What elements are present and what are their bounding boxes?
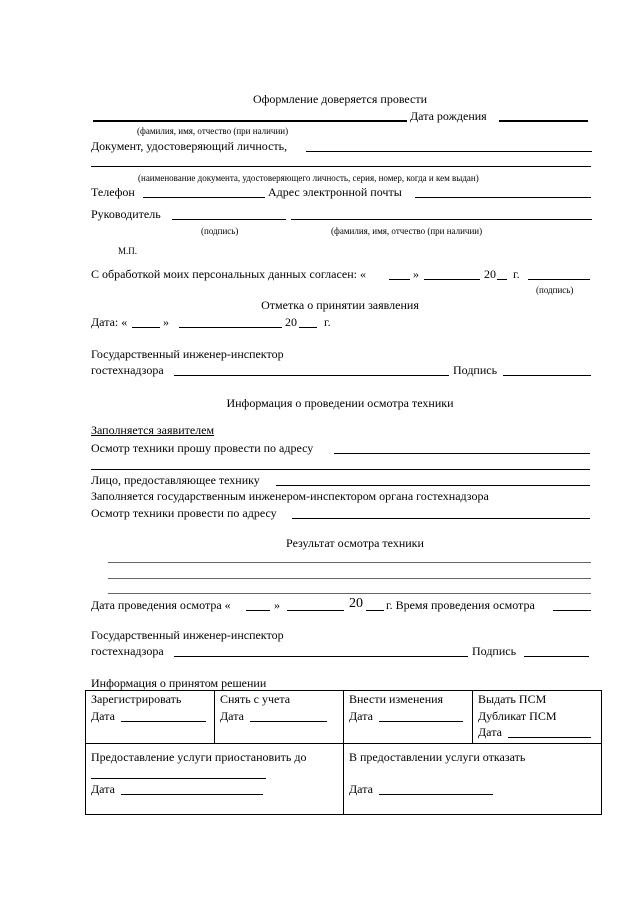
decision-suspend-date-label: Дата	[91, 782, 115, 796]
decision-deregister-date-line[interactable]	[250, 721, 327, 722]
identity-doc-hint: (наименование документа, удостоверяющего личность, серия, номер, когда и кем выдан)	[138, 173, 479, 183]
acceptance-day-line[interactable]	[132, 327, 160, 328]
stamp-mark: М.П.	[118, 246, 138, 256]
decision-amend-label: Внести изменения	[349, 692, 444, 706]
acceptance-title: Отметка о принятии заявления	[261, 298, 419, 312]
birth-date-line[interactable]	[499, 120, 588, 122]
acceptance-month-line[interactable]	[179, 327, 282, 328]
decision-issue-psm-label: Выдать ПСМ	[478, 692, 547, 706]
filled-by-applicant: Заполняется заявителем	[91, 423, 215, 437]
inspector-title-2: Государственный инженер-инспектор	[91, 628, 284, 642]
consent-signature-hint: (подпись)	[536, 285, 574, 295]
acceptance-year-line[interactable]	[299, 327, 317, 328]
head-signature-line[interactable]	[172, 219, 286, 220]
decision-register-date-line[interactable]	[121, 721, 206, 722]
consent-quote-close: »	[413, 267, 419, 281]
result-line-1[interactable]	[108, 562, 591, 563]
fio-line[interactable]	[93, 120, 407, 122]
identity-doc-line-1[interactable]	[306, 151, 592, 152]
decision-title: Информация о принятом решении	[91, 676, 267, 690]
inspector-signature-label-1: Подпись	[453, 363, 498, 377]
decision-col-divider-3	[472, 690, 473, 743]
decision-register-label: Зарегистрировать	[91, 692, 182, 706]
inspector-body-1: гостехнадзора	[91, 363, 164, 377]
inspector-title-1: Государственный инженер-инспектор	[91, 347, 284, 361]
provider-line[interactable]	[276, 485, 590, 486]
acceptance-quote-close: »	[163, 315, 169, 329]
inspection-conduct-line[interactable]	[292, 518, 590, 519]
phone-label: Телефон	[91, 185, 135, 199]
inspection-month-line[interactable]	[287, 610, 344, 611]
decision-duplicate-psm-label: Дубликат ПСМ	[478, 709, 557, 723]
decision-refuse-label: В предоставлении услуги отказать	[349, 750, 526, 764]
decision-suspend-line[interactable]	[91, 778, 266, 779]
inspector-name-line-2[interactable]	[174, 656, 468, 657]
consent-year-suffix: г.	[513, 267, 520, 281]
consent-month-line[interactable]	[424, 279, 480, 280]
inspection-info-title: Информация о проведении осмотра техники	[226, 396, 454, 410]
decision-col-divider-2	[343, 690, 344, 814]
result-title: Результат осмотра техники	[286, 536, 424, 550]
fio-hint: (фамилия, имя, отчество (при наличии)	[137, 126, 289, 136]
inspection-date-label: Дата проведения осмотра «	[91, 598, 231, 612]
decision-refuse-date-line[interactable]	[379, 794, 493, 795]
inspection-quote-close: »	[274, 598, 280, 612]
inspection-day-line[interactable]	[246, 610, 270, 611]
consent-signature-line[interactable]	[528, 279, 590, 280]
head-fio-line[interactable]	[291, 219, 592, 220]
inspector-signature-line-1[interactable]	[503, 375, 591, 376]
acceptance-date-label: Дата: «	[91, 315, 128, 329]
consent-text: С обработкой моих персональных данных согласен: «	[91, 267, 367, 281]
decision-suspend-label: Предоставление услуги приостановить до	[91, 750, 307, 764]
birth-date-label: Дата рождения	[410, 109, 487, 123]
inspector-signature-label-2: Подпись	[472, 644, 517, 658]
consent-day-line[interactable]	[389, 279, 410, 280]
inspection-year-prefix: 20	[349, 596, 363, 611]
inspector-signature-line-2[interactable]	[524, 656, 589, 657]
head-label: Руководитель	[91, 207, 161, 221]
phone-line[interactable]	[143, 197, 265, 198]
result-line-3[interactable]	[108, 593, 591, 594]
inspection-time-label: г. Время проведения осмотра	[386, 598, 535, 612]
result-line-2[interactable]	[108, 578, 591, 579]
consent-year-prefix: 20	[484, 267, 496, 281]
decision-deregister-date-label: Дата	[220, 709, 244, 723]
decision-amend-date-label: Дата	[349, 709, 373, 723]
identity-doc-label: Документ, удостоверяющий личность,	[91, 139, 288, 153]
decision-refuse-date-label: Дата	[349, 782, 373, 796]
inspection-year-line[interactable]	[366, 610, 384, 611]
inspection-request-label: Осмотр техники прошу провести по адресу	[91, 441, 314, 455]
inspection-address-line-2[interactable]	[91, 469, 590, 470]
acceptance-year-suffix: г.	[324, 315, 331, 329]
inspector-name-line-1[interactable]	[174, 375, 449, 376]
decision-psm-date-label: Дата	[478, 725, 502, 739]
head-signature-hint: (подпись)	[201, 226, 239, 236]
inspector-body-2: гостехнадзора	[91, 644, 164, 658]
consent-year-line[interactable]	[497, 279, 507, 280]
identity-doc-line-2[interactable]	[91, 166, 591, 167]
head-fio-hint: (фамилия, имя, отчество (при наличии)	[331, 226, 483, 236]
decision-psm-date-line[interactable]	[508, 737, 591, 738]
decision-deregister-label: Снять с учета	[220, 692, 291, 706]
email-line[interactable]	[415, 197, 591, 198]
acceptance-year-prefix: 20	[285, 315, 297, 329]
form-heading: Оформление доверяется провести	[252, 92, 428, 106]
decision-amend-date-line[interactable]	[379, 721, 463, 722]
decision-suspend-date-line[interactable]	[121, 794, 263, 795]
decision-register-date-label: Дата	[91, 709, 115, 723]
inspection-time-line[interactable]	[553, 610, 591, 611]
provider-label: Лицо, предоставляющее технику	[91, 473, 260, 487]
inspection-address-line-1[interactable]	[334, 453, 590, 454]
decision-col-divider-1	[214, 690, 215, 743]
filled-by-inspector: Заполняется государственным инженером-инспектором органа гостехнадзора	[91, 489, 489, 503]
email-label: Адрес электронной почты	[268, 185, 402, 199]
inspection-conduct-label: Осмотр техники провести по адресу	[91, 506, 277, 520]
